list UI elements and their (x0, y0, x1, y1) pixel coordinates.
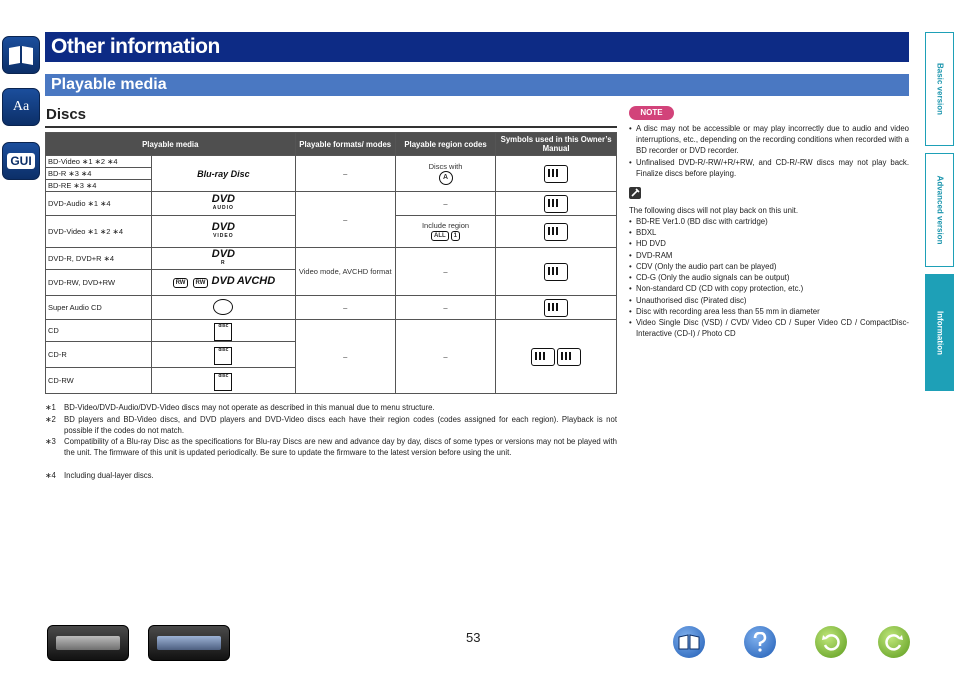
cannot-play-item: • BDXL (629, 228, 657, 237)
cd-r-logo (152, 342, 295, 368)
tab-information[interactable] (925, 274, 954, 391)
region-cell: – (395, 296, 495, 320)
sacd-logo (152, 296, 295, 320)
region-text: Discs with (428, 162, 463, 171)
page-title: Other information (45, 32, 909, 62)
back-button[interactable] (815, 626, 847, 658)
header-region: Playable region codes (395, 133, 495, 156)
region-text: Include region (421, 221, 470, 230)
region-one-icon: 1 (451, 231, 460, 241)
media-name: DVD-Video ∗1 ∗2 ∗4 (46, 216, 152, 248)
tab-label: Advanced version (935, 175, 944, 245)
region-cell (395, 156, 495, 192)
media-name: CD-R (46, 342, 152, 368)
avchd-logo: AVCHD (236, 274, 276, 287)
dvd-rw-logos (152, 270, 295, 296)
cd-r-logo-icon: disc (214, 347, 232, 365)
contents-book-icon[interactable] (2, 36, 40, 74)
tab-label: Basic version (935, 62, 944, 116)
wrench-icon (629, 187, 641, 199)
dvd-audio-symbol-icon (544, 195, 568, 213)
footnote: ∗3 Compatibility of a Blu-ray Disc as the specifications for Blu-ray Discs are new and advance day by day, discs of some types or versions may not be played with the unit. The firmware of this unit is updated periodically. Be sure to update the firmware to the latest version before using the unit. (45, 437, 617, 457)
media-name: CD-RW (46, 368, 152, 394)
table-row (46, 192, 617, 216)
cd-symbol-icon (531, 348, 555, 366)
symbol-cell (496, 296, 617, 320)
header-symbols: Symbols used in this Owner’s Manual (496, 133, 617, 156)
player-front-button[interactable] (47, 625, 129, 661)
contents-button[interactable] (673, 626, 705, 658)
tab-basic-version[interactable] (925, 32, 954, 146)
back-arrow-icon (821, 632, 841, 652)
region-all-icon: ALL (431, 231, 449, 241)
cannot-play-item: • BD-RE Ver1.0 (BD disc with cartridge) (629, 217, 768, 226)
forward-button[interactable] (878, 626, 910, 658)
media-name: DVD-Audio ∗1 ∗4 (46, 192, 152, 216)
footnote: ∗1 BD-Video/DVD-Audio/DVD-Video discs may not operate as described in this manual due to menu structure. (45, 403, 435, 412)
heading-rule (45, 126, 617, 128)
forward-arrow-icon (884, 632, 904, 652)
gui-icon[interactable] (2, 142, 40, 180)
cannot-play-item: • CD-G (Only the audio signals can be output) (629, 273, 790, 282)
section-title: Playable media (45, 74, 909, 96)
sacd-logo-icon (213, 299, 233, 315)
note-item: • Unfinalised DVD-R/-RW/+R/+RW, and CD-R/-RW discs may not play back. Finalize discs before playing. (629, 158, 909, 179)
media-name: BD-RE ∗3 ∗4 (46, 180, 152, 192)
help-button[interactable] (744, 626, 776, 658)
footnote: ∗4 Including dual-layer discs. (45, 471, 154, 480)
media-name: DVD-RW, DVD+RW (46, 270, 152, 296)
playable-media-table (45, 132, 617, 394)
cd-rw-logo-icon: disc (214, 373, 232, 391)
cannot-play-item: • Video Single Disc (VSD) / CVD/ Video CD / Super Video CD / CompactDisc-Interactive (CD-I) / Photo CD (629, 318, 909, 339)
formats-cell: – (295, 320, 395, 394)
rw-logo-icon: RW (173, 278, 189, 288)
note-item: • A disc may not be accessible or may play incorrectly due to audio and video interruptions, etc., depending on the recording conditions when recorded with a BD recorder or DVD recorder. (629, 124, 909, 156)
media-name: Super Audio CD (46, 296, 152, 320)
cannot-play-intro: The following discs will not play back on this unit. (629, 206, 799, 215)
table-row (46, 320, 617, 342)
dvd-logo-icon: DVD (211, 274, 235, 287)
region-cell: – (395, 192, 495, 216)
cannot-play-item: • Disc with recording area less than 55 mm in diameter (629, 307, 820, 316)
note-badge: NOTE (629, 106, 674, 120)
symbol-cell (496, 156, 617, 192)
bluray-logo: Blu-ray Disc (152, 156, 295, 192)
region-cell (395, 216, 495, 248)
dvd-video-logo: DVD VIDEO (152, 216, 295, 248)
media-name: BD-Video ∗1 ∗2 ∗4 (46, 156, 152, 168)
tab-label: Information (935, 310, 944, 355)
player-icon (56, 636, 120, 650)
gui-label: GUI (7, 153, 34, 169)
symbol-cell (496, 216, 617, 248)
footnote: ∗2 BD players and BD-Video discs, and DVD players and DVD-Video discs each have their region codes (codes assigned for each region). Playback is not possible if the codes do not match. (45, 415, 617, 435)
player-rear-button[interactable] (148, 625, 230, 661)
symbol-cell (496, 248, 617, 296)
region-cell: – (395, 320, 495, 394)
cd-rw-logo (152, 368, 295, 394)
symbol-cell (496, 192, 617, 216)
media-name: BD-R ∗3 ∗4 (46, 168, 152, 180)
book-icon (678, 634, 700, 650)
sacd-symbol-icon (544, 299, 568, 317)
header-playable-media: Playable media (46, 133, 296, 156)
formats-cell: – (295, 296, 395, 320)
table-row (46, 156, 617, 168)
header-formats: Playable formats/ modes (295, 133, 395, 156)
dvd-audio-logo: DVD AUDIO (152, 192, 295, 216)
table-header-row (46, 133, 617, 156)
symbol-cell (496, 320, 617, 394)
region-a-icon: A (439, 171, 453, 185)
bd-symbol-icon (544, 165, 568, 183)
media-name: CD (46, 320, 152, 342)
index-icon[interactable] (2, 88, 40, 126)
table-row (46, 296, 617, 320)
cd-symbol-icon (557, 348, 581, 366)
dvd-r-logo: DVD R (152, 248, 295, 270)
formats-cell: – (295, 192, 395, 248)
dvd-video-symbol-icon (544, 223, 568, 241)
rear-panel-icon (157, 636, 221, 650)
page-number: 53 (466, 630, 481, 645)
cannot-play-item: • Non-standard CD (CD with copy protection, etc.) (629, 284, 804, 293)
media-name: DVD-R, DVD+R ∗4 (46, 248, 152, 270)
formats-cell: Video mode, AVCHD format (295, 248, 395, 296)
cannot-play-item: • CDV (Only the audio part can be played) (629, 262, 777, 271)
index-label: Aa (12, 99, 30, 114)
region-cell: – (395, 248, 495, 296)
cannot-play-item: • DVD-RAM (629, 251, 673, 260)
discs-heading: Discs (46, 106, 87, 123)
cd-logo-icon: disc (214, 323, 232, 341)
cannot-play-item: • HD DVD (629, 239, 666, 248)
dvd-symbol-icon (544, 263, 568, 281)
cd-logo (152, 320, 295, 342)
question-mark-icon (753, 632, 767, 652)
formats-cell: – (295, 156, 395, 192)
table-row (46, 248, 617, 270)
tab-advanced-version[interactable] (925, 153, 954, 267)
rw-logo-icon: RW (193, 278, 209, 288)
cannot-play-item: • Unauthorised disc (Pirated disc) (629, 296, 747, 305)
